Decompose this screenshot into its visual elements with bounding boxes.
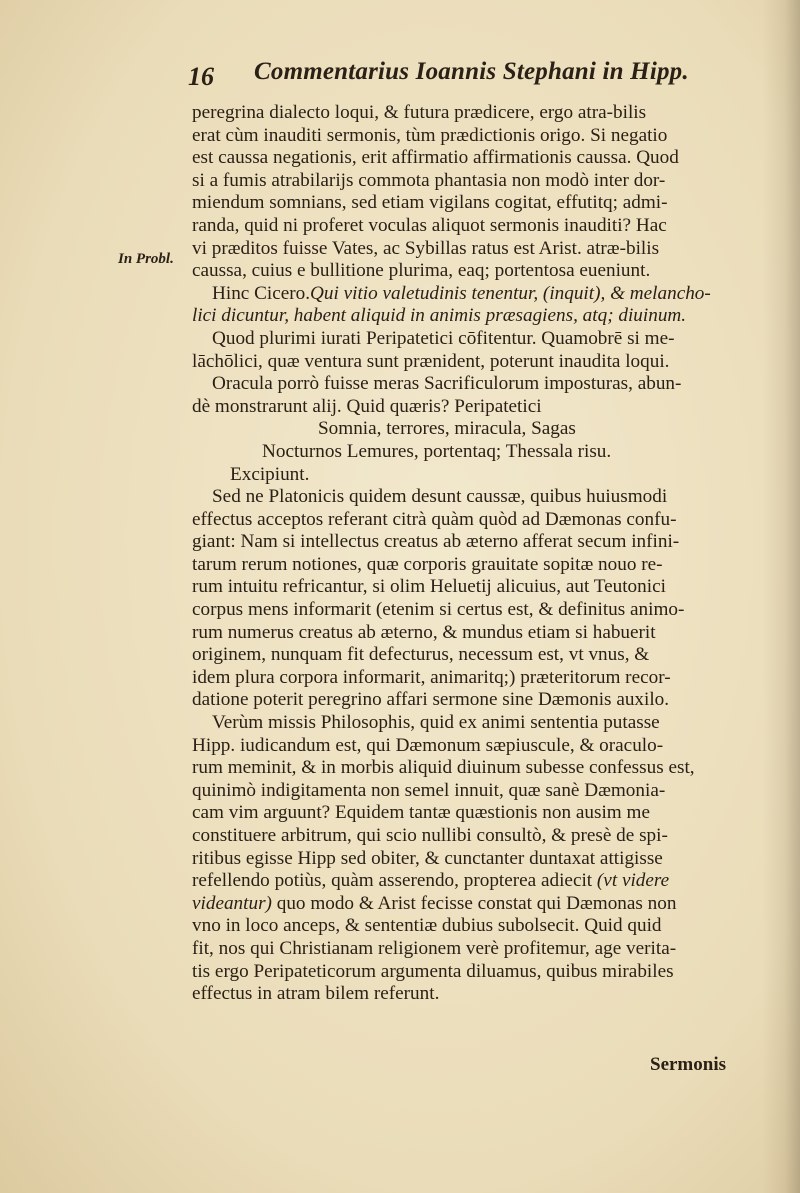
text-line (192, 893, 768, 916)
text-line: ritibus egisse Hipp sed obiter, & cunctanter duntaxat attigisse (192, 847, 663, 869)
text-line: Hipp. iudicandum est, qui Dæmonum sæpiuscule, & oraculo- (192, 734, 664, 756)
catchword: Sermonis (650, 1054, 726, 1075)
text-line: Oracula porrò fuisse meras Sacrificulorum imposturas, abun- (212, 373, 682, 395)
text-line: fit, nos qui Christianam religionem verè profitemur, age verita- (192, 937, 677, 959)
cicero-quote: Qui vitio valetudinis tenentur, (inquit), & melancho- (310, 282, 711, 304)
text-line: Verùm missis Philosophis, quid ex animi sententia putasse (212, 712, 660, 734)
text-line: quinimò indigitamenta non semel innuit, quæ sanè Dæmonia- (192, 779, 666, 801)
text-line: rum intuitu refricantur, si olim Heluetij alicuius, aut Teutonici (192, 576, 666, 598)
text-line: originem, nunquam fit defecturus, necessum est, vt vnus, & (192, 644, 650, 666)
text-line: datione poterit peregrino affari sermone sine Dæmonis auxilo. (192, 689, 670, 711)
text-line (192, 870, 768, 893)
text-line: cam vim arguunt? Equidem tantæ quæstionis non ausim me (192, 802, 650, 824)
text-line: rum numerus creatus ab æterno, & mundus etiam si habuerit (192, 621, 656, 643)
text-line: corpus mens informarit (etenim si certus est, & definitus animo- (192, 599, 685, 621)
verse-line: Somnia, terrores, miracula, Sagas (318, 418, 576, 440)
cicero-quote-cont: lici dicuntur, habent aliquid in animis præsagiens, atq; diuinum. (192, 305, 687, 327)
text-line: lāchōlici, quæ ventura sunt prænident, poterunt inaudita loqui. (192, 350, 670, 372)
italic-phrase: (vt videre (596, 870, 670, 892)
text-line: peregrina dialecto loqui, & futura prædicere, ergo atra-bilis (192, 102, 647, 123)
text-line: Quod plurimi iurati Peripatetici cōfitentur. Quamobrē si me- (212, 327, 675, 349)
text-line: caussa, cuius e bullitione plurima, eaq; portentosa eueniunt. (192, 260, 651, 282)
page-number: 16 (188, 62, 214, 91)
text-line: randa, quid ni proferet voculas aliquot sermonis inauditi? Hac (192, 214, 667, 236)
verse-line: Nocturnos Lemures, portentaq; Thessala risu. (262, 440, 612, 462)
text-line: erat cùm inauditi sermonis, tùm prædictionis origo. Si negatio (192, 124, 668, 146)
text-line: Sed ne Platonicis quidem desunt caussæ, quibus huiusmodi (212, 486, 668, 508)
body-text (192, 102, 768, 1006)
text-line: rum meminit, & in morbis aliquid diuinum subesse confessus est, (192, 757, 695, 779)
text-line: effectus in atram bilem referunt. (192, 983, 440, 1005)
excipiunt-line: Excipiunt. (230, 463, 310, 485)
text-line: dè monstrarunt alij. Quid quæris? Peripatetici (192, 395, 542, 417)
running-title: Commentarius Ioannis Stephani in Hipp. (254, 58, 689, 85)
cicero-lead: Hinc Cicero. (212, 282, 311, 304)
text-line: effectus acceptos referant citrà quàm quòd ad Dæmonas confu- (192, 508, 677, 530)
text-line: miendum somnians, sed etiam vigilans cogitat, effutitq; admi- (192, 192, 668, 214)
text-line: vno in loco anceps, & sententiæ dubius subolsecit. Quid quid (192, 915, 662, 937)
text-line: si a fumis atrabilarijs commota phantasia non modò inter dor- (192, 169, 666, 191)
text-line: tis ergo Peripateticorum argumenta diluamus, quibus mirabiles (192, 960, 674, 982)
text-line: giant: Nam si intellectus creatus ab æterno afferat secum infini- (192, 531, 680, 553)
italic-lead: videantur) (192, 892, 272, 914)
text-segment: refellendo potiùs, quàm asserendo, propterea adiecit (192, 870, 593, 892)
running-header (188, 52, 763, 96)
text-line: constituere arbitrum, qui scio nullibi consultò, & presè de spi- (192, 825, 668, 846)
text-segment: quo modo & Arist fecisse constat qui Dæmonas non (276, 892, 677, 914)
text-line: tarum rerum notiones, quæ corporis grauitate sopitæ nouo re- (192, 553, 663, 575)
cicero-line (192, 283, 768, 306)
margin-note: In Probl. (118, 251, 174, 267)
text-line: vi præditos fuisse Vates, ac Sybillas ratus est Arist. atræ-bilis (192, 237, 660, 259)
text-line: idem plura corpora informarit, animaritq;) præteritorum recor- (192, 666, 671, 688)
text-line: est caussa negationis, erit affirmatio affirmationis caussa. Quod (192, 147, 679, 169)
